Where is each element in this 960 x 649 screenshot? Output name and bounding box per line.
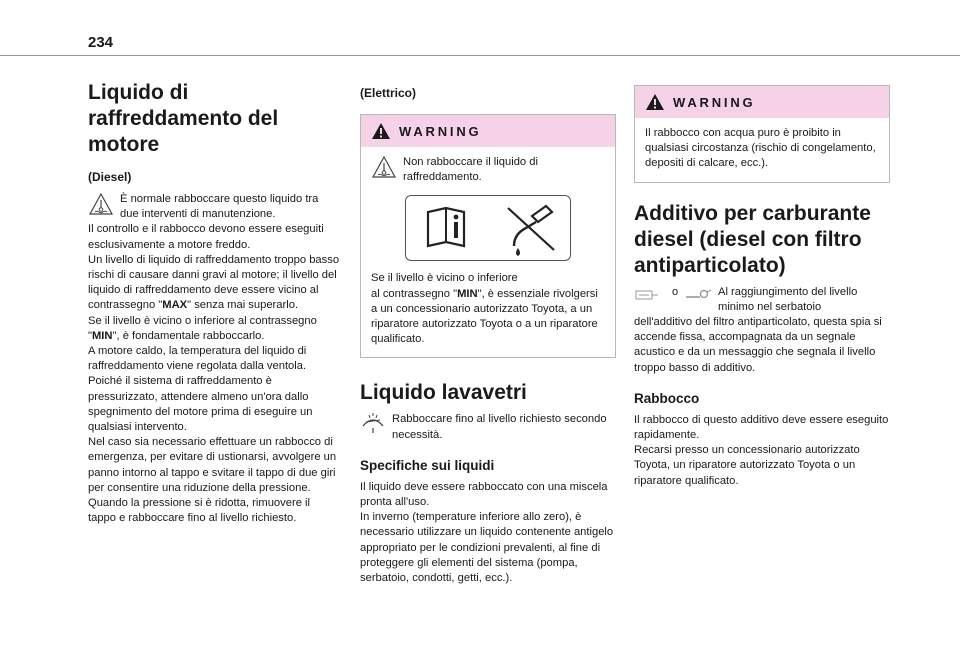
- header-rule: [0, 55, 960, 56]
- warning-body: [635, 118, 889, 182]
- electric-warning-box: [360, 114, 616, 358]
- coolant-body-part1: Il controllo e il rabbocco devono essere eseguiti esclusivamente a motore freddo. Un livello di liquido di raffreddamento troppo basso rischi di causare danni gravi al motore; il livello del liquido di raffreddamento deve essere vicino al contrassegno ": [88, 223, 340, 312]
- min-level-part1: Se il livello è vicino o inferiore al contrassegno ": [371, 272, 518, 300]
- column-electric: [360, 80, 616, 586]
- coolant-body-part2: " senza mai superarlo. Se il livello è vicino o inferiore al contrassegno ": [88, 299, 317, 342]
- spec-text: Il liquido deve essere rabboccato con una miscela pronta all'uso. In inverno (temperature inferiore allo zero), è necessario utilizzare un liquido contenente antigelo appropriato per le condizioni prevalenti, al fine di proteggere gli elementi del sistema (pompa, serbatoio, condotti, getti, ecc.).: [360, 480, 614, 585]
- min-level-part2: ", è essenziale rivolgersi a un concessionario autorizzato Toyota, a un riparatore autorizzato Toyota o a un riparatore qualificato.: [371, 287, 598, 346]
- warning-header: [361, 115, 615, 147]
- warning-body: [361, 147, 615, 357]
- min-mark: MIN: [457, 287, 478, 300]
- temperature-warning-icon: [88, 192, 114, 221]
- coolant-lead: [88, 192, 340, 222]
- column-coolant: [88, 80, 340, 526]
- no-coolant-refill-icon: [508, 206, 554, 256]
- water-warning-text: Il rabbocco con acqua puro è proibito in qualsiasi circostanza (rischio di congelamento, depositi di calcare, ecc.).: [645, 127, 876, 170]
- no-refill-text: Non rabboccare il liquido di raffreddamento.: [403, 156, 538, 184]
- warning-triangle-icon: [645, 93, 665, 111]
- column-additive: [634, 80, 890, 489]
- additive-text: dell'additivo del filtro antiparticolato, questa spia si accende fissa, accompagnata da un segnale acustico e da un messaggio che segnala il livello troppo basso di additivo.: [634, 316, 882, 374]
- or-text: o: [672, 285, 679, 298]
- refill-text: Il rabbocco di questo additivo deve essere eseguito rapidamente. Recarsi presso un concessionario autorizzato Toyota, un riparatore autorizzato Toyota o un riparatore qualificato.: [634, 413, 889, 487]
- warning-label: WARNING: [673, 94, 756, 110]
- water-warning-box: [634, 85, 890, 183]
- additive-lead-text: Al raggiungimento del livello minimo nel serbatoio: [718, 285, 858, 313]
- washer-title: Liquido lavavetri: [360, 381, 527, 405]
- coolant-body: [88, 222, 340, 526]
- additive-warning-icon: [634, 288, 660, 302]
- min-level-text: [371, 271, 605, 347]
- electric-subtitle: (Elettrico): [360, 86, 417, 100]
- max-mark: MAX: [162, 299, 188, 312]
- warning-triangle-icon: [371, 122, 391, 140]
- page-number: 234: [88, 34, 114, 51]
- coolant-body-part3: ", è fondamentale rabboccarlo. A motore caldo, la temperatura del liquido di raffreddamento viene regolata dalla ventola. Poiché il sistema di raffreddamento è pressurizzato, attendere almeno un'ora dallo spegnimento del motore prima di eseguire un qualsiasi intervento. Nel caso sia necessario effettuare un rabbocco di emergenza, per evitare di ustionarsi, avvolgere un panno intorno al tappo e svitare il tappo di due giri per consentire una riduzione della pressione. Quando la pressione si è ridotta, rimuovere il tappo e rabboccare fino al livello richiesto.: [88, 329, 337, 525]
- temperature-warning-icon: [371, 155, 397, 184]
- additive-icons: [634, 287, 714, 303]
- manual-book-icon: [428, 208, 464, 246]
- spec-title: Specifiche sui liquidi: [360, 457, 495, 473]
- warning-header: [635, 86, 889, 118]
- warning-label: WARNING: [399, 123, 482, 139]
- diesel-subtitle: (Diesel): [88, 170, 132, 184]
- additive-title: Additivo per carburante diesel (diesel con filtro antiparticolato): [634, 201, 871, 277]
- min-mark: MIN: [91, 329, 113, 342]
- no-refill-line: [371, 155, 605, 185]
- refill-title: Rabbocco: [634, 390, 700, 406]
- additive-lead-line: [634, 285, 890, 315]
- washer-text: Rabboccare fino al livello richiesto secondo necessità.: [392, 413, 607, 441]
- washer-line: [360, 412, 616, 442]
- coolant-lead-text: È normale rabboccare questo liquido tra due interventi di manutenzione.: [120, 193, 319, 221]
- coolant-title: Liquido di raffreddamento del motore: [88, 81, 279, 156]
- washer-fluid-icon: [360, 412, 386, 439]
- manual-and-no-refill-pictogram: [405, 195, 571, 261]
- fuel-filter-icon: [684, 288, 712, 302]
